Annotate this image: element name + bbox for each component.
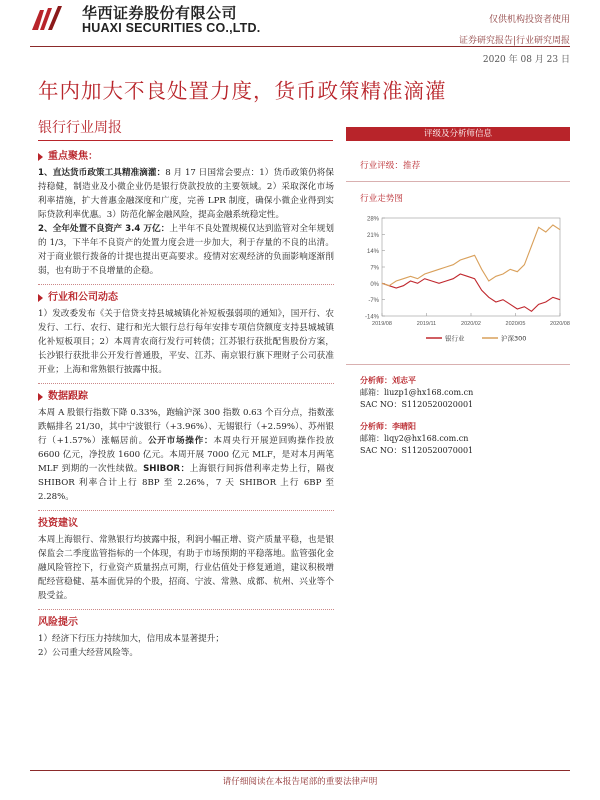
series-line-bank	[382, 274, 560, 311]
report-title: 年内加大不良处置力度，货币政策精准滴灌	[38, 79, 447, 103]
sidebar-header: 评级及分析师信息	[346, 127, 570, 141]
analyst-sac: SAC NO：S1120520070001	[360, 446, 474, 455]
industry-rating: 行业评级：推荐	[360, 161, 421, 171]
y-tick-label: 28%	[366, 216, 379, 223]
analyst-email: 邮箱：liuzp1@hx168.com.cn	[360, 388, 474, 397]
x-tick-label: 2020/02	[461, 321, 481, 327]
series-line-csi300	[382, 225, 560, 286]
x-tick-label: 2020/08	[550, 321, 570, 327]
dotted-divider	[38, 383, 334, 384]
y-tick-label: 21%	[366, 232, 379, 239]
key-point-1: 1、直达货币政策工具精准滴灌：8 月 17 日国常会要点：1）货币政策仍将保持稳健，制造业及小微企业仍是银行贷款投放的主要领域。2）采取深化市场利率措施，扩大普惠金融深度和广度，完善 LPR 制度，确保小微企业得到实际贷款利率优惠。3）防范化解金融风险，提高金融系统稳定性。	[38, 168, 334, 220]
y-tick-label: -7%	[368, 298, 379, 305]
data-tracking-text: 本周 A 股银行指数下降 0.33%，跑输沪深 300 指数 0.63 个百分点，指数涨跌幅排名 21/30，其中宁波银行（+3.96%）、无锡银行（+2.59%）、苏州银行（+1.57%）涨幅居前。公开市场操作：本周央行开展逆回购操作投放 6600 亿元，净投放 1600 亿元。本周开展 7000 亿元 MLF，是对本月两笔 MLF 到期的一次性续做。SHIBOR：上海银行间拆借利率走势上行，隔夜 SHIBOR 利率合计上行 8BP 至 2.26%，7 天 SHIBOR 上行 6BP 至 2.28%。	[38, 408, 334, 502]
investment-heading: 投资建议	[38, 518, 78, 529]
x-tick-label: 2020/05	[505, 321, 526, 327]
risk-item: 1）经济下行压力持续加大，信用成本显著提升；	[38, 634, 224, 644]
company-name-en: HUAXI SECURITIES CO.,LTD.	[82, 21, 261, 35]
dotted-divider	[38, 609, 334, 610]
dotted-divider	[38, 510, 334, 511]
x-tick-label: 2019/11	[416, 321, 437, 327]
triangle-bullet-icon	[38, 153, 43, 161]
trend-chart-svg	[346, 204, 570, 354]
risk-item: 2）公司重大经营风险等。	[38, 648, 138, 658]
y-tick-label: 7%	[370, 265, 379, 272]
industry-heading: 行业和公司动态	[38, 291, 334, 305]
plot-frame	[382, 218, 560, 316]
triangle-bullet-icon	[38, 294, 43, 302]
trend-chart-title: 行业走势图	[360, 194, 403, 204]
y-tick-label: 0%	[370, 281, 379, 288]
section-divider	[38, 140, 333, 141]
analyst-block: 分析师：刘志平 邮箱：liuzp1@hx168.com.cn SAC NO：S1120520020001	[346, 375, 570, 411]
x-tick-label: 2019/08	[372, 321, 392, 327]
key-point-2: 2、全年处置不良资产 3.4 万亿：上半年不良处置规模仅达到监管对全年规划的 1/3，下半年不良资产的处置力度会进一步加大，利于存量的不良的出清。对于商业银行拨备的计提也提出更高要求。疫情对宏观经济的负面影响逐渐削弱，也有助于不良增量的企稳。	[38, 224, 334, 276]
legend-label: 沪深300	[501, 334, 527, 343]
industry-text: 1）发改委发布《关于信贷支持县城城镇化补短板强弱项的通知》，国开行、农发行、工行、农行、建行和光大银行总行每年安排专项信贷额度支持县城城镇化补短板项目；2）本周青农商行发行可转债；江苏银行获批配售股份方案，长沙银行获批非公开发行普通股，平安、江苏、南京银行旗下理财子公司获准开业；上海和常熟银行披露中报。	[38, 309, 334, 375]
legend-label: 银行业	[445, 334, 465, 343]
legal-notice: 请仔细阅读在本报告尾部的重要法律声明	[222, 777, 378, 787]
analyst-block: 分析师：李晴阳 邮箱：liqy2@hx168.com.cn SAC NO：S1120520070001	[346, 421, 570, 457]
header-divider	[30, 46, 570, 47]
footer-divider	[30, 770, 570, 771]
section-label: 银行行业周报	[38, 120, 122, 136]
sidebar-divider	[346, 364, 570, 365]
trend-chart	[346, 204, 570, 354]
audience-note: 仅供机构投资者使用	[488, 15, 570, 25]
company-name-cn: 华西证券股份有限公司	[82, 4, 238, 22]
dotted-divider	[38, 284, 334, 285]
data-tracking-heading: 数据跟踪	[38, 390, 334, 404]
huaxi-logo-icon	[30, 4, 64, 34]
triangle-bullet-icon	[38, 393, 43, 401]
left-column	[38, 150, 334, 660]
key-points-heading: 重点聚焦：	[38, 150, 334, 164]
sidebar	[346, 127, 570, 457]
analyst-email: 邮箱：liqy2@hx168.com.cn	[360, 434, 469, 443]
analyst-sac: SAC NO：S1120520020001	[360, 400, 474, 409]
investment-text: 本周上海银行、常熟银行均披露中报，利润小幅正增、资产质量平稳，也是银保监会二季度监管指标的一个体现，有助于市场预期的平稳落地。监管强化金融风险管控下，行业资产质量拐点可期，行业估值处于修复通道，建议积极增配经营稳健、基本面优异的个股，招商、宁波、常熟、成都、杭州、兴业等个股受益。	[38, 535, 334, 601]
report-type: 证券研究报告|行业研究周报	[458, 36, 570, 46]
y-tick-label: -14%	[364, 314, 379, 321]
y-tick-label: 14%	[366, 249, 379, 256]
risk-heading: 风险提示	[38, 617, 78, 628]
report-date: 2020 年 08 月 23 日	[482, 55, 570, 65]
